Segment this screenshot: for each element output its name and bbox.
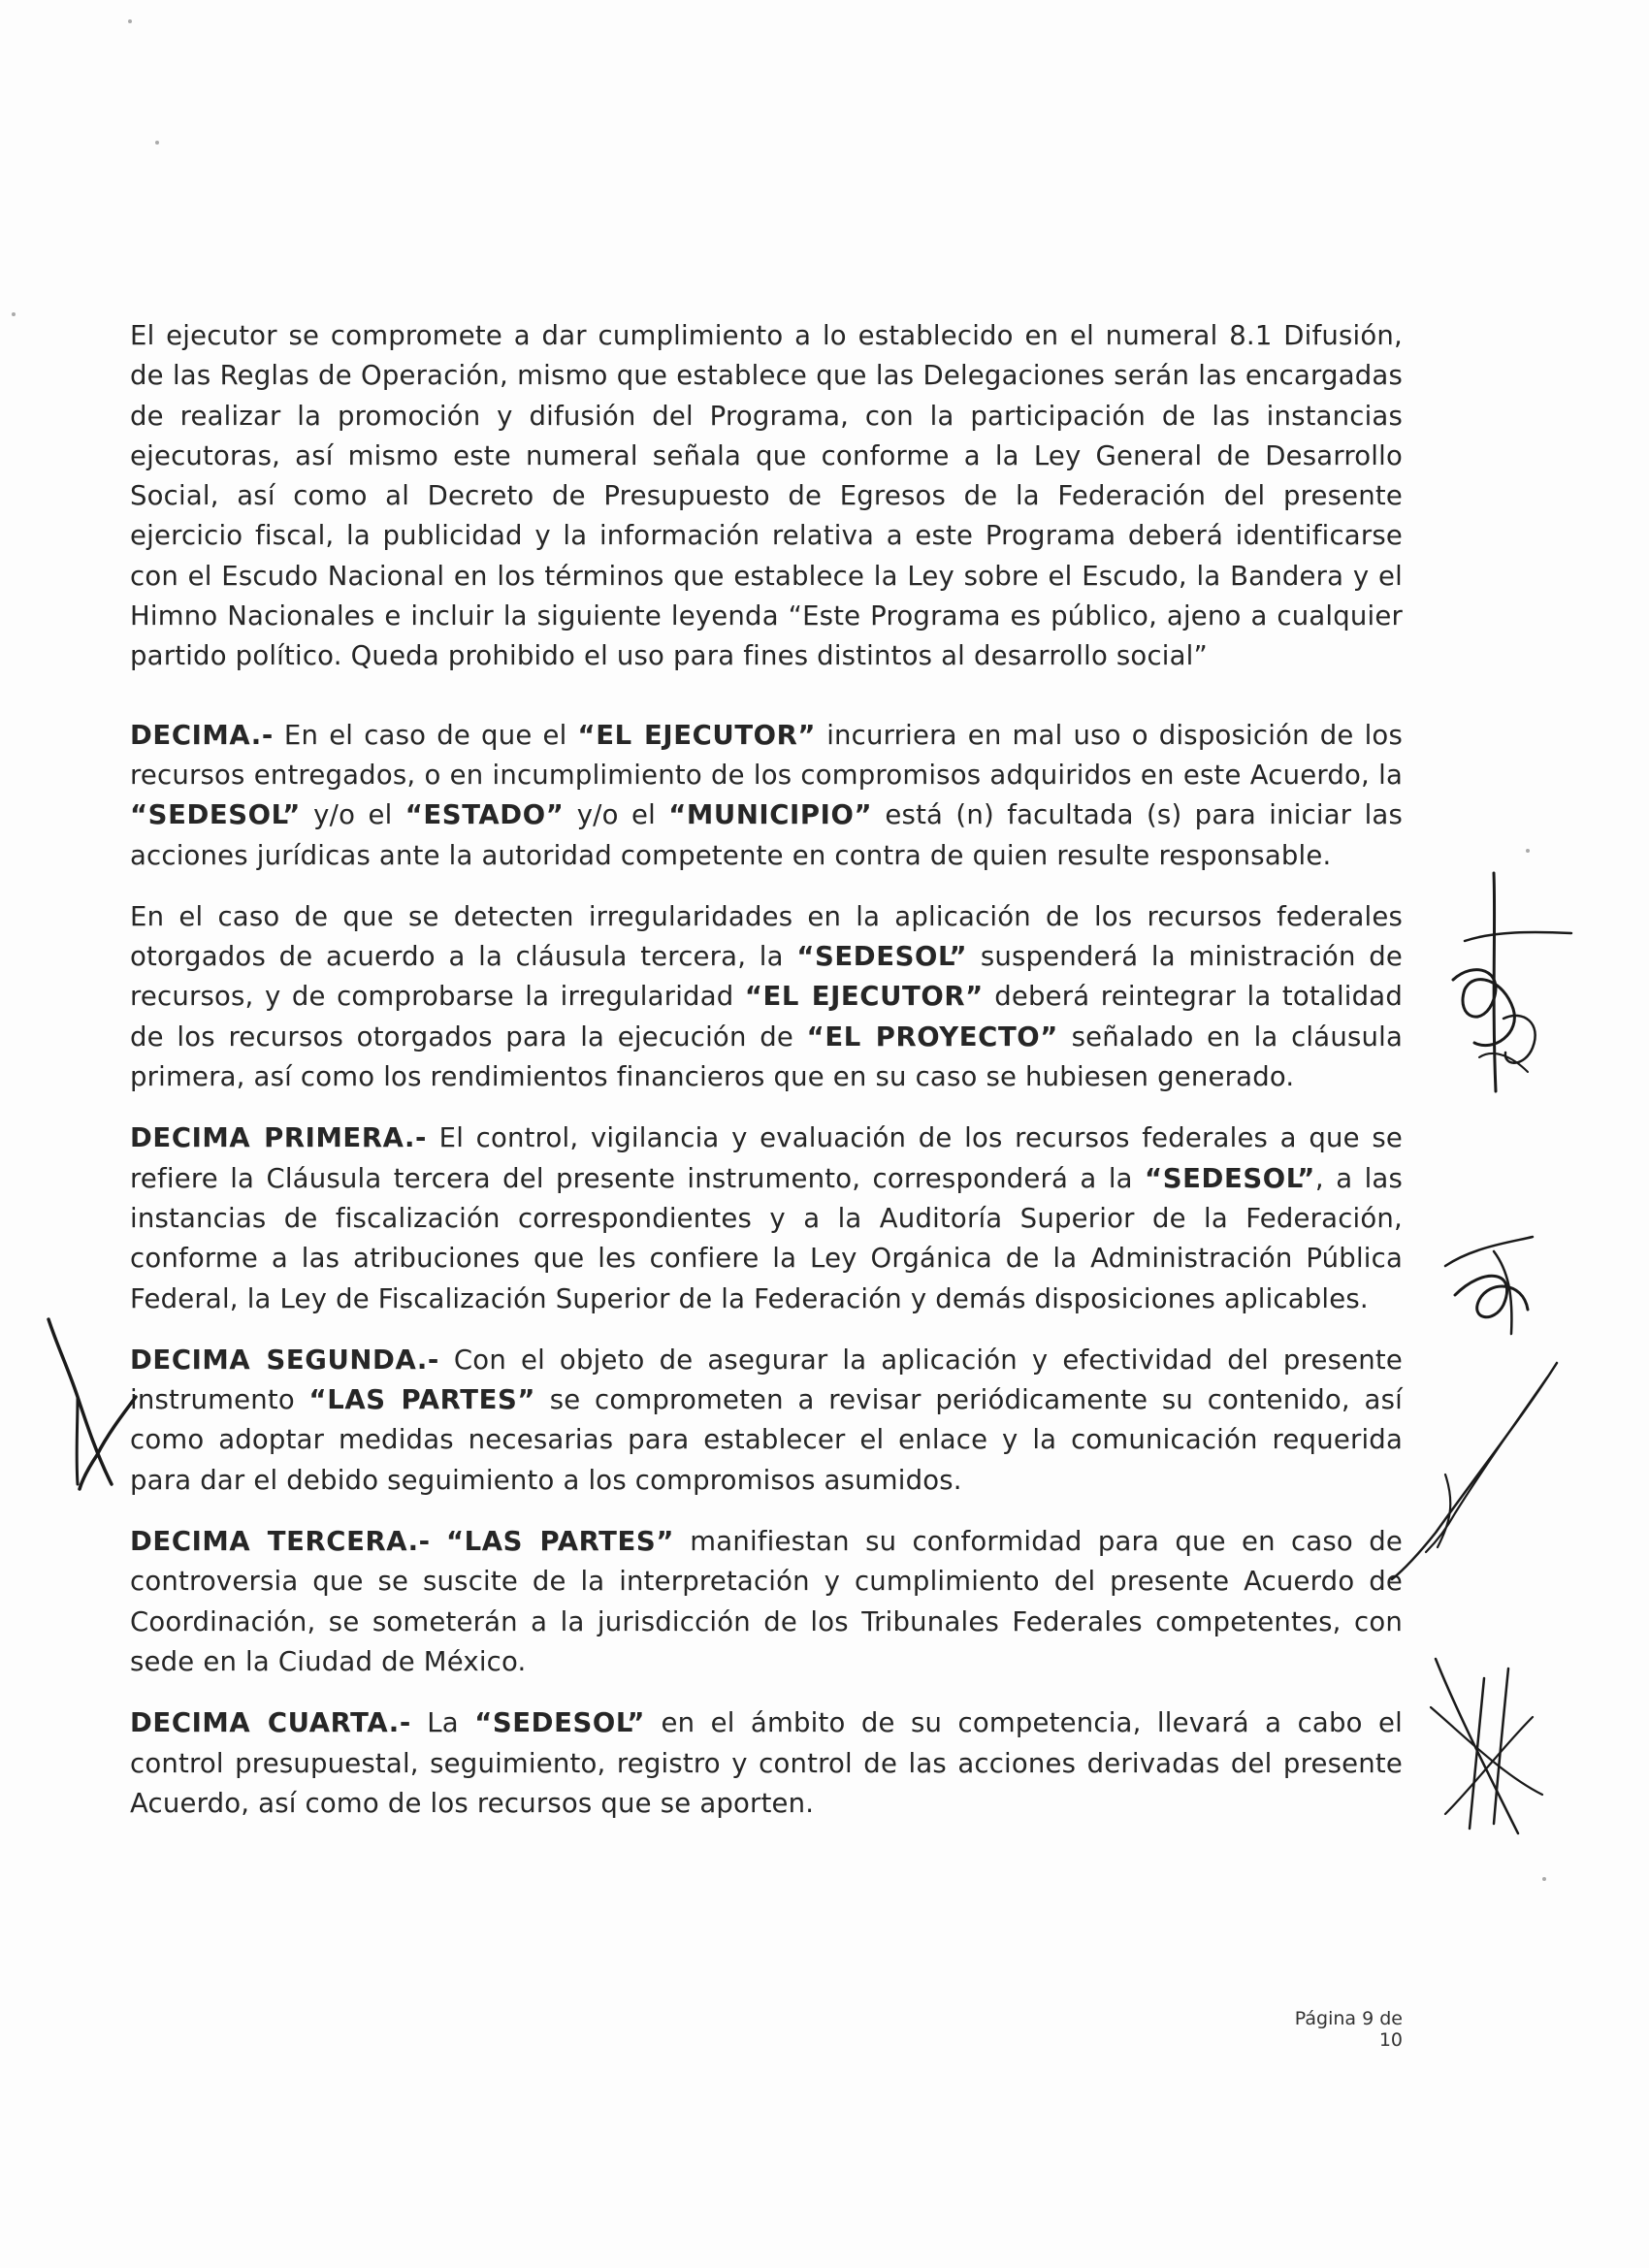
- text-run: El control, vigilancia y evaluación de los recursos federales a que se refiere la Cláusula tercera del presente instrumento, corresponderá a la: [130, 1122, 1403, 1194]
- bold-text: “SEDESOL”: [474, 1707, 646, 1739]
- paragraph-decima-segunda: [130, 1341, 1403, 1501]
- signature-icon: [1436, 863, 1581, 1106]
- text-run: Con el objeto de asegurar la aplicación y efectividad del presente instrumento: [130, 1344, 1403, 1416]
- text-run: suspenderá la ministración de recursos, y de comprobarse la irregularidad: [130, 941, 1403, 1013]
- bold-text: “EL PROYECTO”: [806, 1021, 1058, 1053]
- scan-speck: [12, 312, 16, 316]
- text-run: En el caso de que el: [273, 719, 578, 751]
- signature-icon: [1436, 1227, 1562, 1344]
- document-body: [130, 316, 1403, 1845]
- paragraph-decima-cuarta: [130, 1703, 1403, 1824]
- text-run: señalado en la cláusula primera, así como los rendimientos financieros que en su caso se hubiesen generado.: [130, 1021, 1403, 1093]
- bold-text: “SEDESOL”: [796, 941, 968, 973]
- text-run: El ejecutor se compromete a dar cumplimiento a lo establecido en el numeral 8.1 Difusión, de las Reglas de Operación, mismo que establece que las Delegaciones serán las encargadas de realizar la promoción y difusión del Programa, con la participación de las instancias ejecutoras, así mismo este numeral señala que conforme a la Ley General de Desarrollo Social, así como al Decreto de Presupuesto de Egresos de la Federación del presente ejercicio fiscal, la publicidad y la información relativa a este Programa deberá identificarse con el Escudo Nacional en los términos que establece la Ley sobre el Escudo, la Bandera y el Himno Nacionales e incluir la siguiente leyenda “Este Programa es público, ajeno a cualquier partido político. Queda prohibido el uso para fines distintos al desarrollo social”: [130, 320, 1403, 672]
- text-run: y/o el: [564, 799, 669, 831]
- bold-text: DECIMA.-: [130, 719, 274, 751]
- scan-speck: [128, 19, 132, 23]
- text-run: deberá reintegrar la totalidad de los recursos otorgados para la ejecución de: [130, 981, 1403, 1053]
- scan-speck: [1542, 1877, 1546, 1881]
- scan-speck: [1526, 849, 1530, 853]
- bold-text: DECIMA PRIMERA.-: [130, 1122, 428, 1154]
- signature-icon: [1377, 1358, 1571, 1581]
- bold-text: “ESTADO”: [404, 799, 565, 831]
- text-run: se comprometen a revisar periódicamente su contenido, así como adoptar medidas necesarias para establecer el enlace y la comunicación requerida para dar el debido seguimiento a los compromisos asumidos.: [130, 1384, 1403, 1496]
- text-run: [431, 1526, 446, 1557]
- text-run: En el caso de que se detecten irregularidades en la aplicación de los recursos federales otorgados de acuerdo a la cláusula tercera, la: [130, 900, 1403, 973]
- bold-text: DECIMA CUARTA.-: [130, 1707, 411, 1739]
- scan-speck: [155, 141, 159, 145]
- bold-text: “LAS PARTES”: [445, 1526, 675, 1558]
- text-run: está (n) facultada (s) para iniciar las acciones jurídicas ante la autoridad competente en contra de quien resulte responsable.: [130, 799, 1404, 871]
- text-run: manifiestan su conformidad para que en caso de controversia que se suscite de la interpretación y cumplimiento del presente Acuerdo de Coordinación, se someterán a la jurisdicción de los Tribunales Federales competentes, con sede en la Ciudad de México.: [130, 1526, 1403, 1677]
- bold-text: DECIMA TERCERA.-: [130, 1526, 431, 1558]
- bold-text: DECIMA SEGUNDA.-: [130, 1344, 439, 1376]
- paragraph-decima: [130, 716, 1403, 876]
- bold-text: “SEDESOL”: [130, 799, 301, 831]
- text-run: en el ámbito de su competencia, llevará a cabo el control presupuestal, seguimiento, registro y control de las acciones derivadas del presente Acuerdo, así como de los recursos que se aporten.: [130, 1707, 1403, 1819]
- text-run: incurriera en mal uso o disposición de los recursos entregados, o en incumplimiento de los compromisos adquiridos en este Acuerdo, la: [130, 719, 1403, 791]
- signature-icon: [1426, 1649, 1552, 1843]
- bold-text: “MUNICIPIO”: [668, 799, 873, 831]
- bold-text: “LAS PARTES”: [308, 1384, 536, 1416]
- text-run: y/o el: [300, 799, 405, 831]
- paragraph-irregularidades: [130, 897, 1403, 1097]
- text-run: La: [410, 1707, 475, 1739]
- paragraph-decima-tercera: [130, 1522, 1403, 1682]
- text-run: , a las instancias de fiscalización correspondientes y a la Auditoría Superior de la Federación, conforme a las atribuciones que les confiere la Ley Orgánica de la Administración Pública Federal, la Ley de Fiscalización Superior de la Federación y demás disposiciones aplicables.: [130, 1162, 1403, 1314]
- paragraph-decima-primera: [130, 1118, 1403, 1318]
- bold-text: “EL EJECUTOR”: [577, 719, 817, 751]
- paragraph-difusion: [130, 316, 1403, 677]
- page-number: Página 9 de 10: [1294, 2008, 1403, 2051]
- bold-text: “EL EJECUTOR”: [744, 981, 984, 1013]
- bold-text: “SEDESOL”: [1145, 1162, 1315, 1194]
